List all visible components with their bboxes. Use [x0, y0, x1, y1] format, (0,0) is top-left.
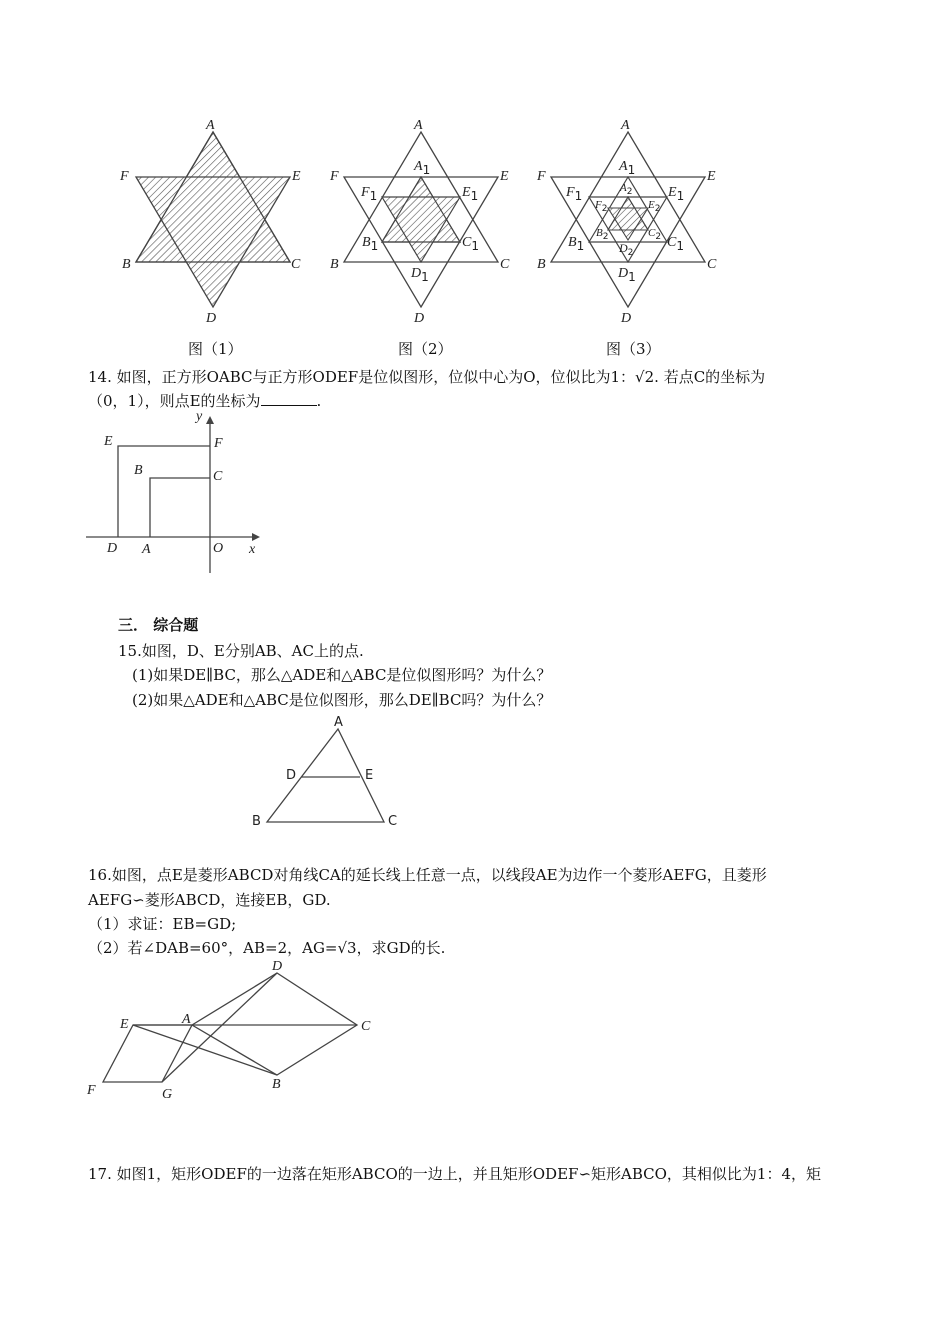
svg-text:E1: E1	[668, 185, 685, 203]
svg-text:C: C	[291, 257, 301, 272]
svg-text:E: E	[120, 1017, 129, 1032]
svg-text:C: C	[707, 257, 717, 272]
svg-text:B: B	[272, 1077, 281, 1092]
q14-line2-text: （0，1），则点E的坐标为	[88, 392, 261, 410]
svg-text:D: D	[206, 311, 217, 326]
svg-text:G: G	[162, 1087, 173, 1102]
svg-text:B: B	[252, 814, 261, 829]
svg-text:A: A	[414, 118, 423, 133]
svg-text:D: D	[414, 311, 425, 326]
svg-text:C: C	[361, 1019, 371, 1034]
q14-line1: 14. 如图，正方形OABC与正方形ODEF是位似图形，位似中心为O，位似比为1：√2. 若点C的坐标为	[88, 368, 766, 386]
svg-text:E: E	[500, 169, 509, 184]
svg-text:F: F	[214, 436, 223, 451]
q15-part2: (2)如果△ADE和△ABC是位似图形，那么DE∥BC吗？为什么？	[132, 691, 552, 709]
svg-text:F: F	[537, 169, 546, 184]
svg-text:A: A	[206, 118, 215, 133]
q16-line1: 16.如图，点E是菱形ABCD对角线CA的延长线上任意一点，以线段AE为边作一个菱形AEFG，且菱形	[88, 866, 767, 884]
svg-text:A2: $A_2$	[620, 182, 633, 197]
q15-part1: (1)如果DE∥BC，那么△ADE和△ABC是位似图形吗？为什么？	[132, 666, 552, 684]
svg-text:F: F	[120, 169, 129, 184]
svg-text:A: A	[182, 1012, 191, 1027]
svg-text:D1: D1	[411, 266, 429, 284]
svg-text:F: F	[330, 169, 339, 184]
svg-text:y: y	[196, 409, 203, 424]
svg-text:B: B	[134, 463, 143, 478]
section-title: 三． 综合题	[118, 616, 199, 634]
svg-text:D: D	[272, 959, 283, 974]
svg-text:E: E	[292, 169, 301, 184]
svg-text:B2: $B_2$	[596, 227, 609, 242]
svg-text:A1: A1	[619, 159, 636, 177]
svg-text:B1: B1	[568, 235, 585, 253]
svg-text:B: B	[330, 257, 339, 272]
svg-text:B: B	[122, 257, 131, 272]
svg-text:F2: $F_2$	[595, 199, 608, 214]
svg-text:C: C	[500, 257, 510, 272]
q14-line2-end: .	[316, 392, 322, 410]
svg-text:O: O	[213, 541, 224, 556]
svg-text:E: E	[707, 169, 716, 184]
svg-text:C: C	[213, 469, 223, 484]
svg-text:F1: F1	[566, 185, 583, 203]
svg-text:D: D	[107, 541, 118, 556]
svg-text:F1: F1	[361, 185, 378, 203]
svg-text:A: A	[334, 715, 343, 730]
q16-part1: （1）求证：EB=GD;	[88, 915, 237, 933]
svg-text:D1: D1	[618, 266, 636, 284]
svg-text:B: B	[537, 257, 546, 272]
svg-text:x: x	[249, 542, 256, 557]
svg-text:E2: $E_2$	[648, 199, 661, 214]
q16-part2: （2）若∠DAB=60°，AB=2，AG=√3，求GD的长.	[88, 939, 446, 957]
svg-text:E: E	[365, 768, 374, 783]
svg-text:E: E	[104, 434, 113, 449]
q16-line2: AEFG∽菱形ABCD，连接EB，GD.	[88, 891, 331, 909]
q17-line1: 17. 如图1，矩形ODEF的一边落在矩形ABCO的一边上，并且矩形ODEF∽矩形ABCO，其相似比为1：4，矩	[88, 1165, 822, 1183]
svg-text:A: A	[621, 118, 630, 133]
figure-1-caption: 图（1）	[188, 340, 243, 358]
figure-3-caption: 图（3）	[606, 340, 661, 358]
svg-text:C2: $C_2$	[648, 227, 662, 242]
svg-text:F: F	[87, 1083, 96, 1098]
svg-text:A1: A1	[414, 159, 431, 177]
svg-text:C: C	[388, 814, 398, 829]
svg-text:D2: $D_2$	[619, 241, 634, 258]
svg-text:A: A	[142, 542, 151, 557]
svg-text:E1: E1	[462, 185, 479, 203]
svg-text:C1: C1	[667, 235, 684, 253]
svg-text:D: D	[286, 768, 297, 783]
q15-line1: 15.如图，D、E分别AB、AC上的点.	[118, 642, 364, 660]
svg-text:D: D	[621, 311, 632, 326]
svg-text:C1: C1	[462, 235, 479, 253]
svg-text:B1: B1	[362, 235, 379, 253]
figure-2-caption: 图（2）	[398, 340, 453, 358]
